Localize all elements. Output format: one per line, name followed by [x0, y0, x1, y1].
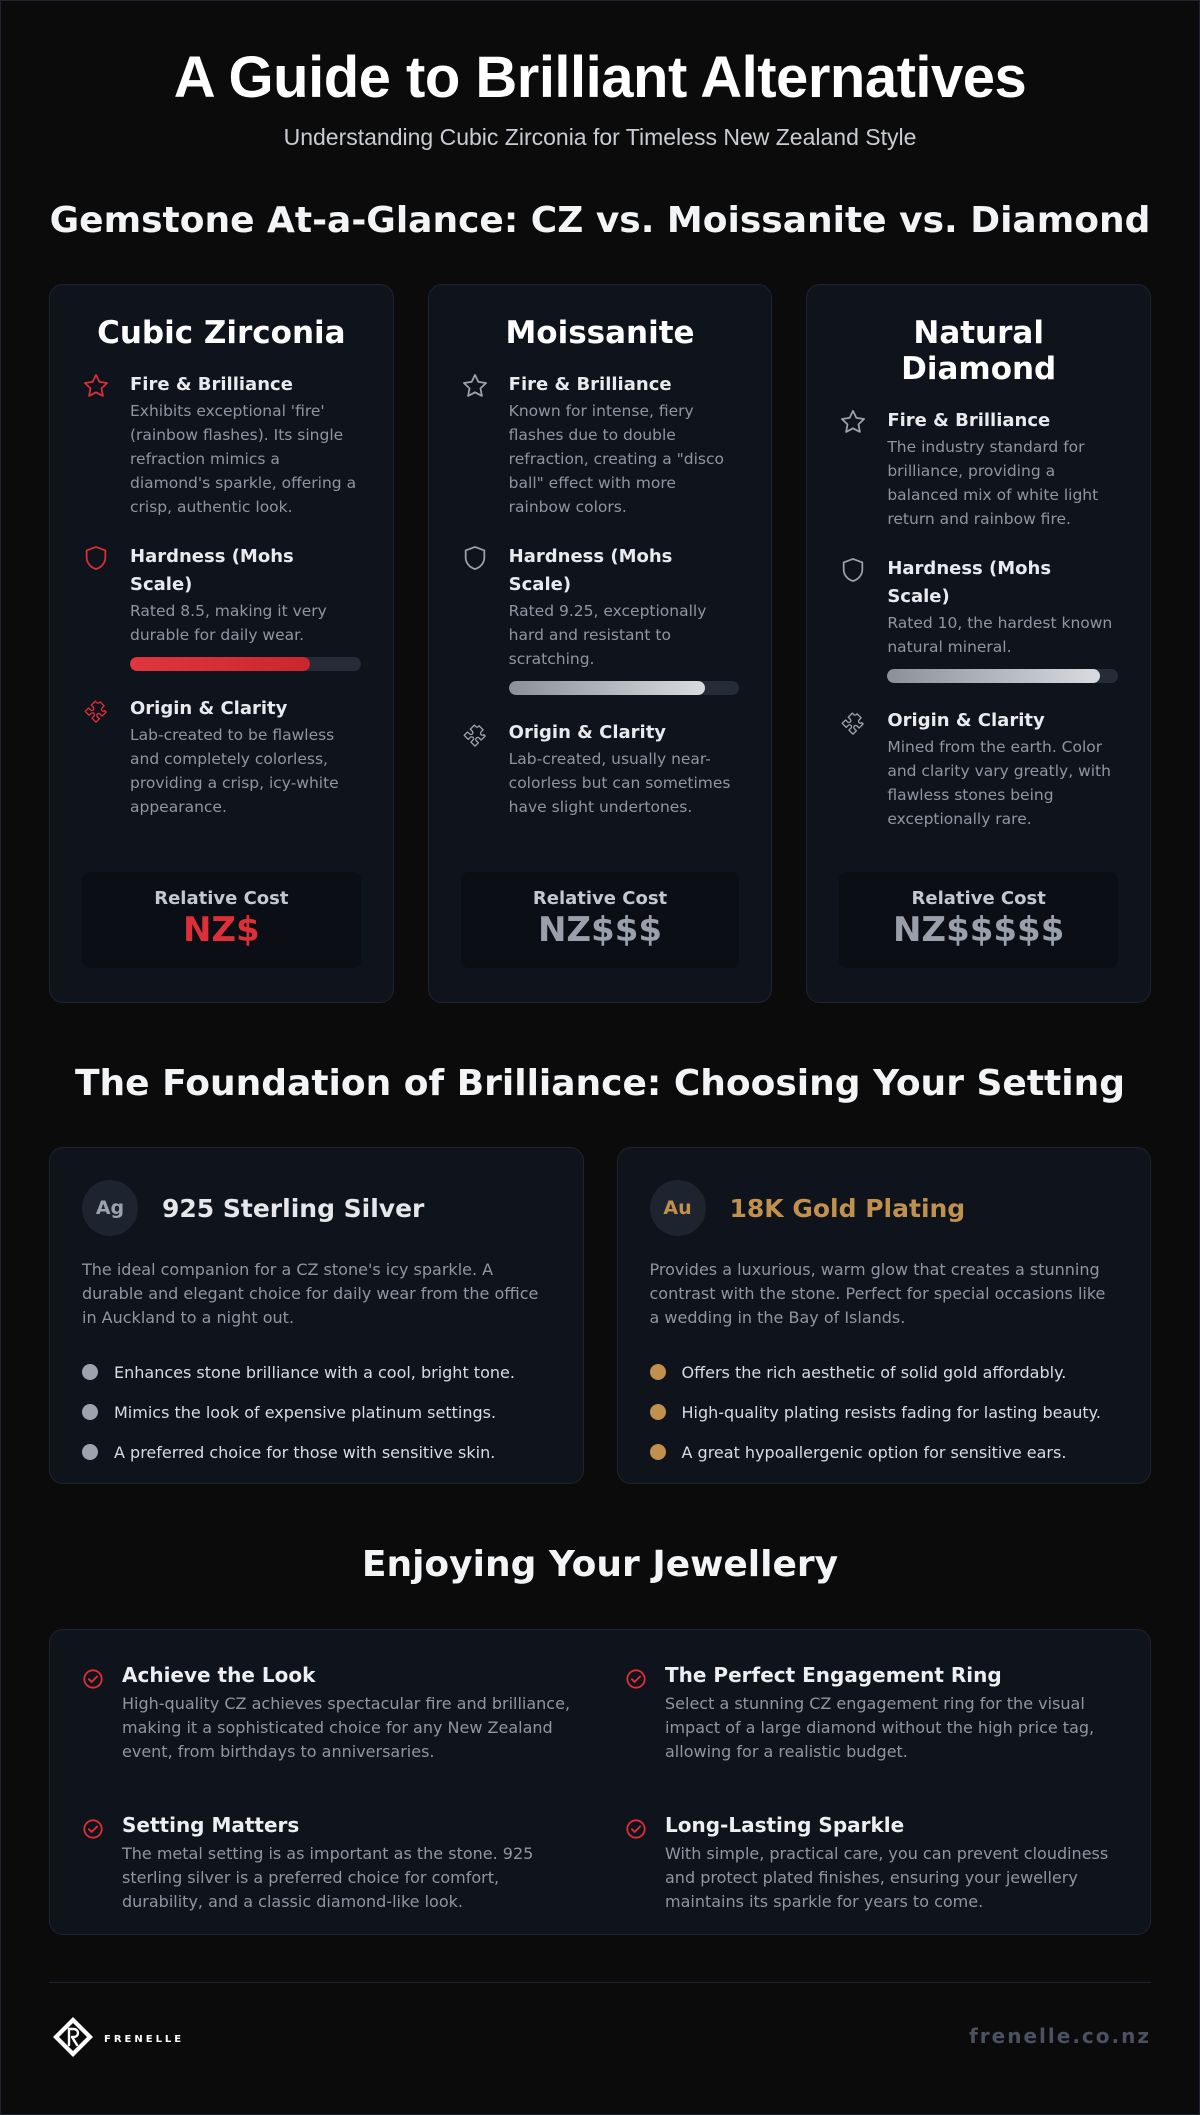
bullet-dot-icon — [82, 1364, 98, 1380]
star-icon — [461, 371, 491, 519]
hardness-bar-fill — [509, 681, 705, 695]
footer-divider — [49, 1982, 1151, 1983]
gem-card-cubic-zirconia — [49, 284, 394, 1003]
origin-clarity — [82, 695, 361, 819]
page-subtitle: Understanding Cubic Zirconia for Timeless New Zealand Style — [283, 124, 917, 150]
list-item — [650, 1432, 1119, 1472]
tip-description: Select a stunning CZ engagement ring for the visual impact of a large diamond without the high price tag, allowing for a realistic budget. — [665, 1694, 1095, 1761]
check-circle-icon — [625, 1662, 649, 1784]
hardness-bar — [887, 669, 1118, 683]
setting-benefits — [82, 1352, 551, 1472]
cost-label: Relative Cost — [154, 888, 289, 909]
gold-badge-icon: Au — [650, 1180, 706, 1236]
shield-icon — [839, 555, 869, 683]
feature-title: Hardness (Mohs Scale) — [887, 558, 1052, 607]
feature-description: Lab-created, usually near-colorless but can sometimes have slight undertones. — [508, 750, 731, 816]
check-circle-icon — [82, 1812, 106, 1934]
cost-label: Relative Cost — [532, 888, 668, 909]
tip-title: The Perfect Engagement Ring — [665, 1663, 1002, 1687]
star-icon — [839, 407, 869, 531]
list-item — [82, 1392, 551, 1432]
feature-description: Mined from the earth. Color and clarity vary greatly, with flawless stones being exceptionally rare. — [887, 738, 1111, 828]
tip-title: Setting Matters — [122, 1813, 300, 1837]
list-item — [650, 1352, 1119, 1392]
comparison-title: Gemstone At-a-Glance: CZ vs. Moissanite vs. Diamond — [49, 200, 1151, 241]
fire-brilliance — [461, 371, 740, 519]
hardness-bar-fill — [130, 657, 310, 671]
benefit-text: A preferred choice for those with sensitive skin. — [114, 1442, 496, 1462]
setting-description: Provides a luxurious, warm glow that creates a stunning contrast with the stone. Perfect for special occasions like a wedding in the Bay of Islands. — [649, 1260, 1106, 1327]
hardness — [82, 543, 361, 671]
feature-title: Hardness (Mohs Scale) — [130, 546, 294, 595]
tip-item — [82, 1662, 575, 1784]
tip-title: Long-Lasting Sparkle — [665, 1813, 905, 1837]
fire-brilliance — [839, 407, 1118, 531]
bullet-dot-icon — [82, 1404, 98, 1420]
cost-label: Relative Cost — [911, 888, 1046, 909]
bullet-dot-icon — [650, 1404, 666, 1420]
hardness — [839, 555, 1118, 683]
puzzle-icon — [82, 695, 112, 819]
jewellery-tips — [49, 1629, 1151, 1935]
feature-title: Fire & Brilliance — [887, 410, 1051, 431]
gem-card-natural-diamond — [806, 284, 1151, 1003]
feature-title: Origin & Clarity — [887, 710, 1045, 731]
list-item — [650, 1392, 1119, 1432]
puzzle-icon — [839, 707, 869, 831]
benefit-text: Mimics the look of expensive platinum settings. — [114, 1402, 497, 1422]
cost-value: NZ$$$$$ — [892, 910, 1065, 950]
settings-title: The Foundation of Brilliance: Choosing Your Setting — [75, 1063, 1125, 1104]
feature-title: Origin & Clarity — [508, 722, 667, 743]
brand-logo[interactable] — [52, 2016, 184, 2062]
bullet-dot-icon — [650, 1444, 666, 1460]
benefit-text: High-quality plating resists fading for lasting beauty. — [681, 1402, 1101, 1422]
cost-value: NZ$$$ — [537, 910, 663, 950]
tip-item — [625, 1662, 1118, 1784]
setting-description: The ideal companion for a CZ stone's icy sparkle. A durable and elegant choice for daily wear from the office in Auckland to a night out. — [82, 1260, 539, 1327]
list-item — [82, 1432, 551, 1472]
origin-clarity — [461, 719, 740, 819]
cost-value: NZ$ — [182, 910, 260, 950]
check-circle-icon — [625, 1812, 649, 1934]
silver-badge-icon: Ag — [82, 1180, 138, 1236]
benefit-text: Offers the rich aesthetic of solid gold affordably. — [681, 1362, 1067, 1382]
origin-clarity — [839, 707, 1118, 831]
feature-description: Rated 8.5, making it very durable for daily wear. — [130, 602, 327, 644]
star-icon — [82, 371, 112, 519]
feature-title: Hardness (Mohs Scale) — [508, 546, 673, 595]
setting-options — [49, 1147, 1151, 1484]
feature-description: Known for intense, fiery flashes due to double refraction, creating a "disco ball" effect with more rainbow colors. — [508, 402, 724, 516]
setting-name: 18K Gold Plating — [729, 1193, 966, 1223]
hardness-bar — [509, 681, 740, 695]
relative-cost — [461, 872, 740, 968]
setting-card-gold-plating — [617, 1147, 1152, 1484]
bullet-dot-icon — [82, 1444, 98, 1460]
fire-brilliance — [82, 371, 361, 519]
tip-description: The metal setting is as important as the stone. 925 sterling silver is a preferred choice for comfort, durability, and a classic diamond-like look. — [122, 1844, 534, 1911]
tip-item — [82, 1812, 575, 1934]
benefit-text: A great hypoallergenic option for sensitive ears. — [681, 1442, 1067, 1462]
feature-description: Rated 9.25, exceptionally hard and resistant to scratching. — [508, 602, 707, 668]
setting-benefits — [650, 1352, 1119, 1472]
gem-name: Natural Diamond — [901, 315, 1057, 387]
list-item — [82, 1352, 551, 1392]
feature-title: Fire & Brilliance — [130, 374, 293, 395]
hardness — [461, 543, 740, 695]
tip-title: Achieve the Look — [122, 1663, 316, 1687]
bullet-dot-icon — [650, 1364, 666, 1380]
setting-card-sterling-silver — [49, 1147, 584, 1484]
feature-title: Fire & Brilliance — [508, 374, 672, 395]
feature-description: Exhibits exceptional 'fire' (rainbow flashes). Its single refraction mimics a diamond's sparkle, offering a crisp, authentic look. — [130, 402, 357, 516]
benefit-text: Enhances stone brilliance with a cool, bright tone. — [114, 1362, 515, 1382]
page-title: A Guide to Brilliant Alternatives — [173, 45, 1027, 110]
relative-cost — [839, 872, 1118, 968]
relative-cost — [82, 872, 361, 968]
brand-name: FRENELLE — [104, 2033, 185, 2045]
gem-name: Cubic Zirconia — [97, 315, 346, 351]
gem-name: Moissanite — [505, 315, 695, 351]
tip-description: High-quality CZ achieves spectacular fire and brilliance, making it a sophisticated choice for any New Zealand event, from birthdays to anniversaries. — [122, 1694, 571, 1761]
feature-description: Lab-created to be flawless and completely colorless, providing a crisp, icy-white appearance. — [130, 726, 339, 816]
gem-card-moissanite — [428, 284, 773, 1003]
feature-description: Rated 10, the hardest known natural mineral. — [887, 614, 1113, 656]
hardness-bar-fill — [887, 669, 1099, 683]
check-circle-icon — [82, 1662, 106, 1784]
hardness-bar — [130, 657, 361, 671]
setting-name: 925 Sterling Silver — [162, 1193, 425, 1223]
gemstone-comparison — [49, 284, 1151, 1003]
feature-title: Origin & Clarity — [130, 698, 288, 719]
shield-icon — [461, 543, 491, 695]
shield-icon — [82, 543, 112, 671]
enjoy-title: Enjoying Your Jewellery — [361, 1544, 839, 1585]
tip-description: With simple, practical care, you can prevent cloudiness and protect plated finishes, ensuring your jewellery maintains its sparkle for years to come. — [665, 1844, 1109, 1911]
feature-description: The industry standard for brilliance, providing a balanced mix of white light return and rainbow fire. — [887, 438, 1099, 528]
puzzle-icon — [461, 719, 491, 819]
tip-item — [625, 1812, 1118, 1934]
diamond-logo-icon — [52, 2016, 94, 2062]
site-link[interactable]: frenelle.co.nz — [969, 2024, 1151, 2048]
